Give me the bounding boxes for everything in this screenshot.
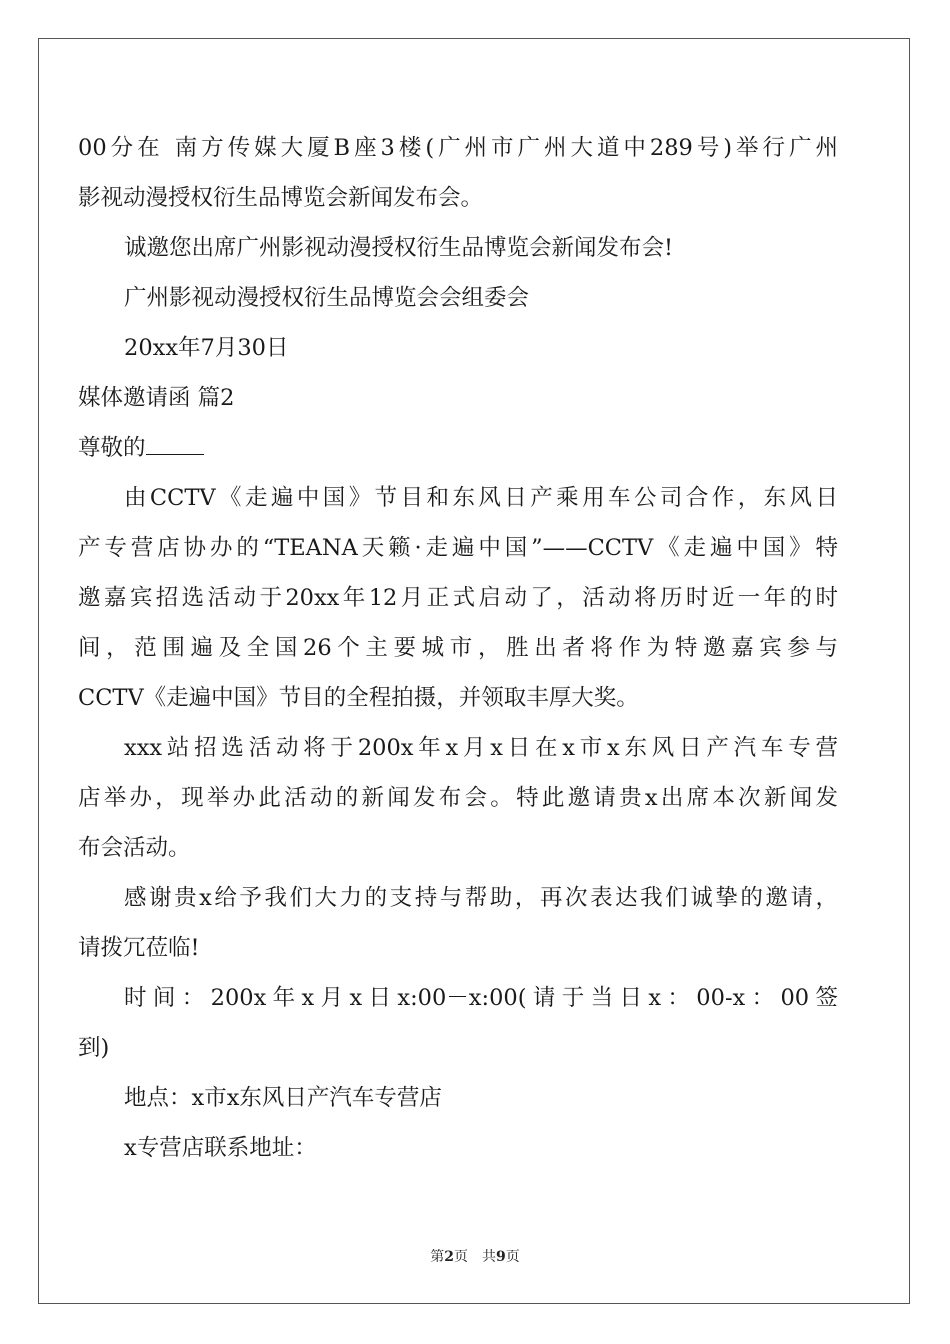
paragraph-line: 00分在 南方传媒大厦B座3楼(广州市广州大道中289号)举行广州 — [78, 135, 838, 161]
page-footer — [0, 1246, 950, 1266]
paragraph-line: 由CCTV《走遍中国》节目和东风日产乘用车公司合作，东风日 — [124, 485, 838, 511]
paragraph-line: 店举办，现举办此活动的新闻发布会。特此邀请贵x出席本次新闻发 — [78, 785, 838, 811]
paragraph-line: 邀嘉宾招选活动于20xx年12月正式启动了，活动将历时近一年的时 — [78, 585, 838, 611]
invitation-sentence: 诚邀您出席广州影视动漫授权衍生品博览会新闻发布会! — [124, 235, 674, 261]
section-title: 媒体邀请函 篇2 — [78, 385, 235, 411]
paragraph-line: xxx站招选活动将于200x年x月x日在x市x东风日产汽车专营 — [124, 735, 838, 761]
paragraph-line: 布会活动。 — [78, 835, 191, 861]
blank-underline — [146, 424, 204, 455]
paragraph-line: 到) — [78, 1035, 110, 1061]
store-address-label: x专营店联系地址： — [124, 1135, 317, 1161]
paragraph-line: 间，范围遍及全国26个主要城市，胜出者将作为特邀嘉宾参与 — [78, 635, 838, 661]
event-time: 时间：200x年x月x日x:00－x:00(请于当日x：00-x：00签 — [124, 985, 838, 1011]
paragraph-line: 影视动漫授权衍生品博览会新闻发布会。 — [78, 185, 484, 211]
document-body — [78, 123, 838, 1173]
salutation-text: 尊敬的 — [78, 435, 146, 461]
paragraph-line: 请拨冗莅临! — [78, 935, 200, 961]
salutation — [78, 423, 838, 473]
footer-mid: 页 共 — [454, 1249, 496, 1265]
paragraph-line: 产专营店协办的“TEANA天籁·走遍中国”——CCTV《走遍中国》特 — [78, 535, 838, 561]
total-page-number: 9 — [496, 1249, 506, 1265]
paragraph-line: CCTV《走遍中国》节目的全程拍摄，并领取丰厚大奖。 — [78, 685, 639, 711]
letter-date: 20xx年7月30日 — [124, 335, 289, 361]
paragraph-line: 感谢贵x给予我们大力的支持与帮助，再次表达我们诚挚的邀请， — [124, 885, 838, 911]
footer-prefix: 第 — [430, 1249, 445, 1265]
organizer-name: 广州影视动漫授权衍生品博览会会组委会 — [124, 285, 530, 311]
footer-suffix: 页 — [505, 1249, 520, 1265]
current-page-number: 2 — [444, 1249, 454, 1265]
event-location: 地点：x市x东风日产汽车专营店 — [124, 1085, 442, 1111]
